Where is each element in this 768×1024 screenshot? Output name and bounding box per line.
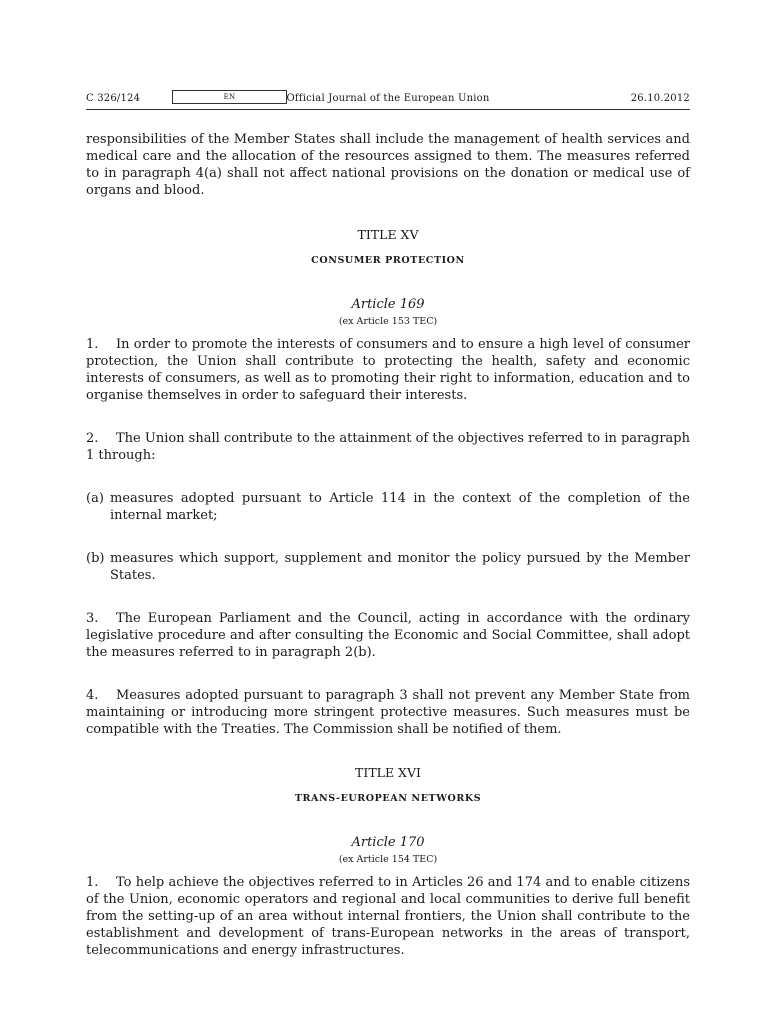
- article-169-paragraph-4: [86, 687, 690, 738]
- article-170-paragraph-1: [86, 874, 690, 959]
- paragraph-text: The Union shall contribute to the attainment of the objectives referred to in paragraph 1 through:: [86, 431, 691, 463]
- list-item-text: measures adopted pursuant to Article 114 in the context of the completion of the internal market;: [110, 491, 690, 523]
- article-169-heading: Article 169: [351, 297, 425, 312]
- article-170-heading: Article 170: [351, 835, 425, 850]
- header-divider: [86, 109, 690, 110]
- article-169-paragraph-3: [86, 610, 690, 661]
- paragraph-text: To help achieve the objectives referred to in Articles 26 and 174 and to enable citizens of the Union, economic operators and regional and local communities to derive full benefit from the setting-up of an area without internal frontiers, the Union shall contribute to the establishment and development of trans-European networks in the areas of transport, telecommunications and energy infrastructures.: [86, 875, 690, 958]
- publication-date: 26.10.2012: [630, 93, 690, 104]
- intro-paragraph: responsibilities of the Member States shall include the management of health services and medical care and the allocation of the resources assigned to them. The measures referred to in paragraph 4(a) shall not affect national provisions on the donation or medical use of organs and blood.: [86, 132, 690, 198]
- paragraph-text: In order to promote the interests of consumers and to ensure a high level of consumer protection, the Union shall contribute to protecting the health, safety and economic interests of consumers, as well as to promoting their right to information, education and to organise themselves in order to safeguard their interests.: [86, 337, 690, 403]
- language-badge: EN: [172, 90, 287, 104]
- paragraph-text: The European Parliament and the Council, acting in accordance with the ordinary legislative procedure and after consulting the Economic and Social Committee, shall adopt the measures referred to in paragraph 2(b).: [86, 611, 690, 660]
- title-xvi-subtitle: TRANS-EUROPEAN NETWORKS: [294, 793, 482, 804]
- paragraph-number: 2.: [86, 431, 99, 446]
- document-body: [86, 131, 690, 959]
- paragraph-number: 1.: [86, 875, 99, 890]
- page-header: [86, 90, 690, 110]
- article-169-ex-reference: (ex Article 153 TEC): [338, 316, 438, 327]
- title-xv-heading: TITLE XV: [357, 227, 419, 242]
- article-169-paragraph-2: [86, 430, 690, 464]
- article-169-paragraph-1: [86, 336, 690, 404]
- list-item-text: measures which support, supplement and monitor the policy pursued by the Member States.: [110, 551, 690, 583]
- list-item-a: [86, 490, 690, 524]
- title-xv-subtitle: CONSUMER PROTECTION: [311, 255, 465, 266]
- journal-title: Official Journal of the European Union: [286, 93, 490, 104]
- paragraph-number: 3.: [86, 611, 99, 626]
- list-item-label: (b): [86, 551, 105, 566]
- article-170-ex-reference: (ex Article 154 TEC): [338, 854, 438, 865]
- title-xvi-heading: TITLE XVI: [355, 765, 421, 780]
- list-item-label: (a): [86, 491, 104, 506]
- paragraph-number: 1.: [86, 337, 99, 352]
- list-item-b: [86, 550, 690, 584]
- paragraph-number: 4.: [86, 688, 99, 703]
- journal-reference: C 326/124: [86, 93, 141, 104]
- paragraph-text: Measures adopted pursuant to paragraph 3 shall not prevent any Member State from maintaining or introducing more stringent protective measures. Such measures must be compatible with the Treaties. The Commission shall be notified of them.: [86, 688, 690, 737]
